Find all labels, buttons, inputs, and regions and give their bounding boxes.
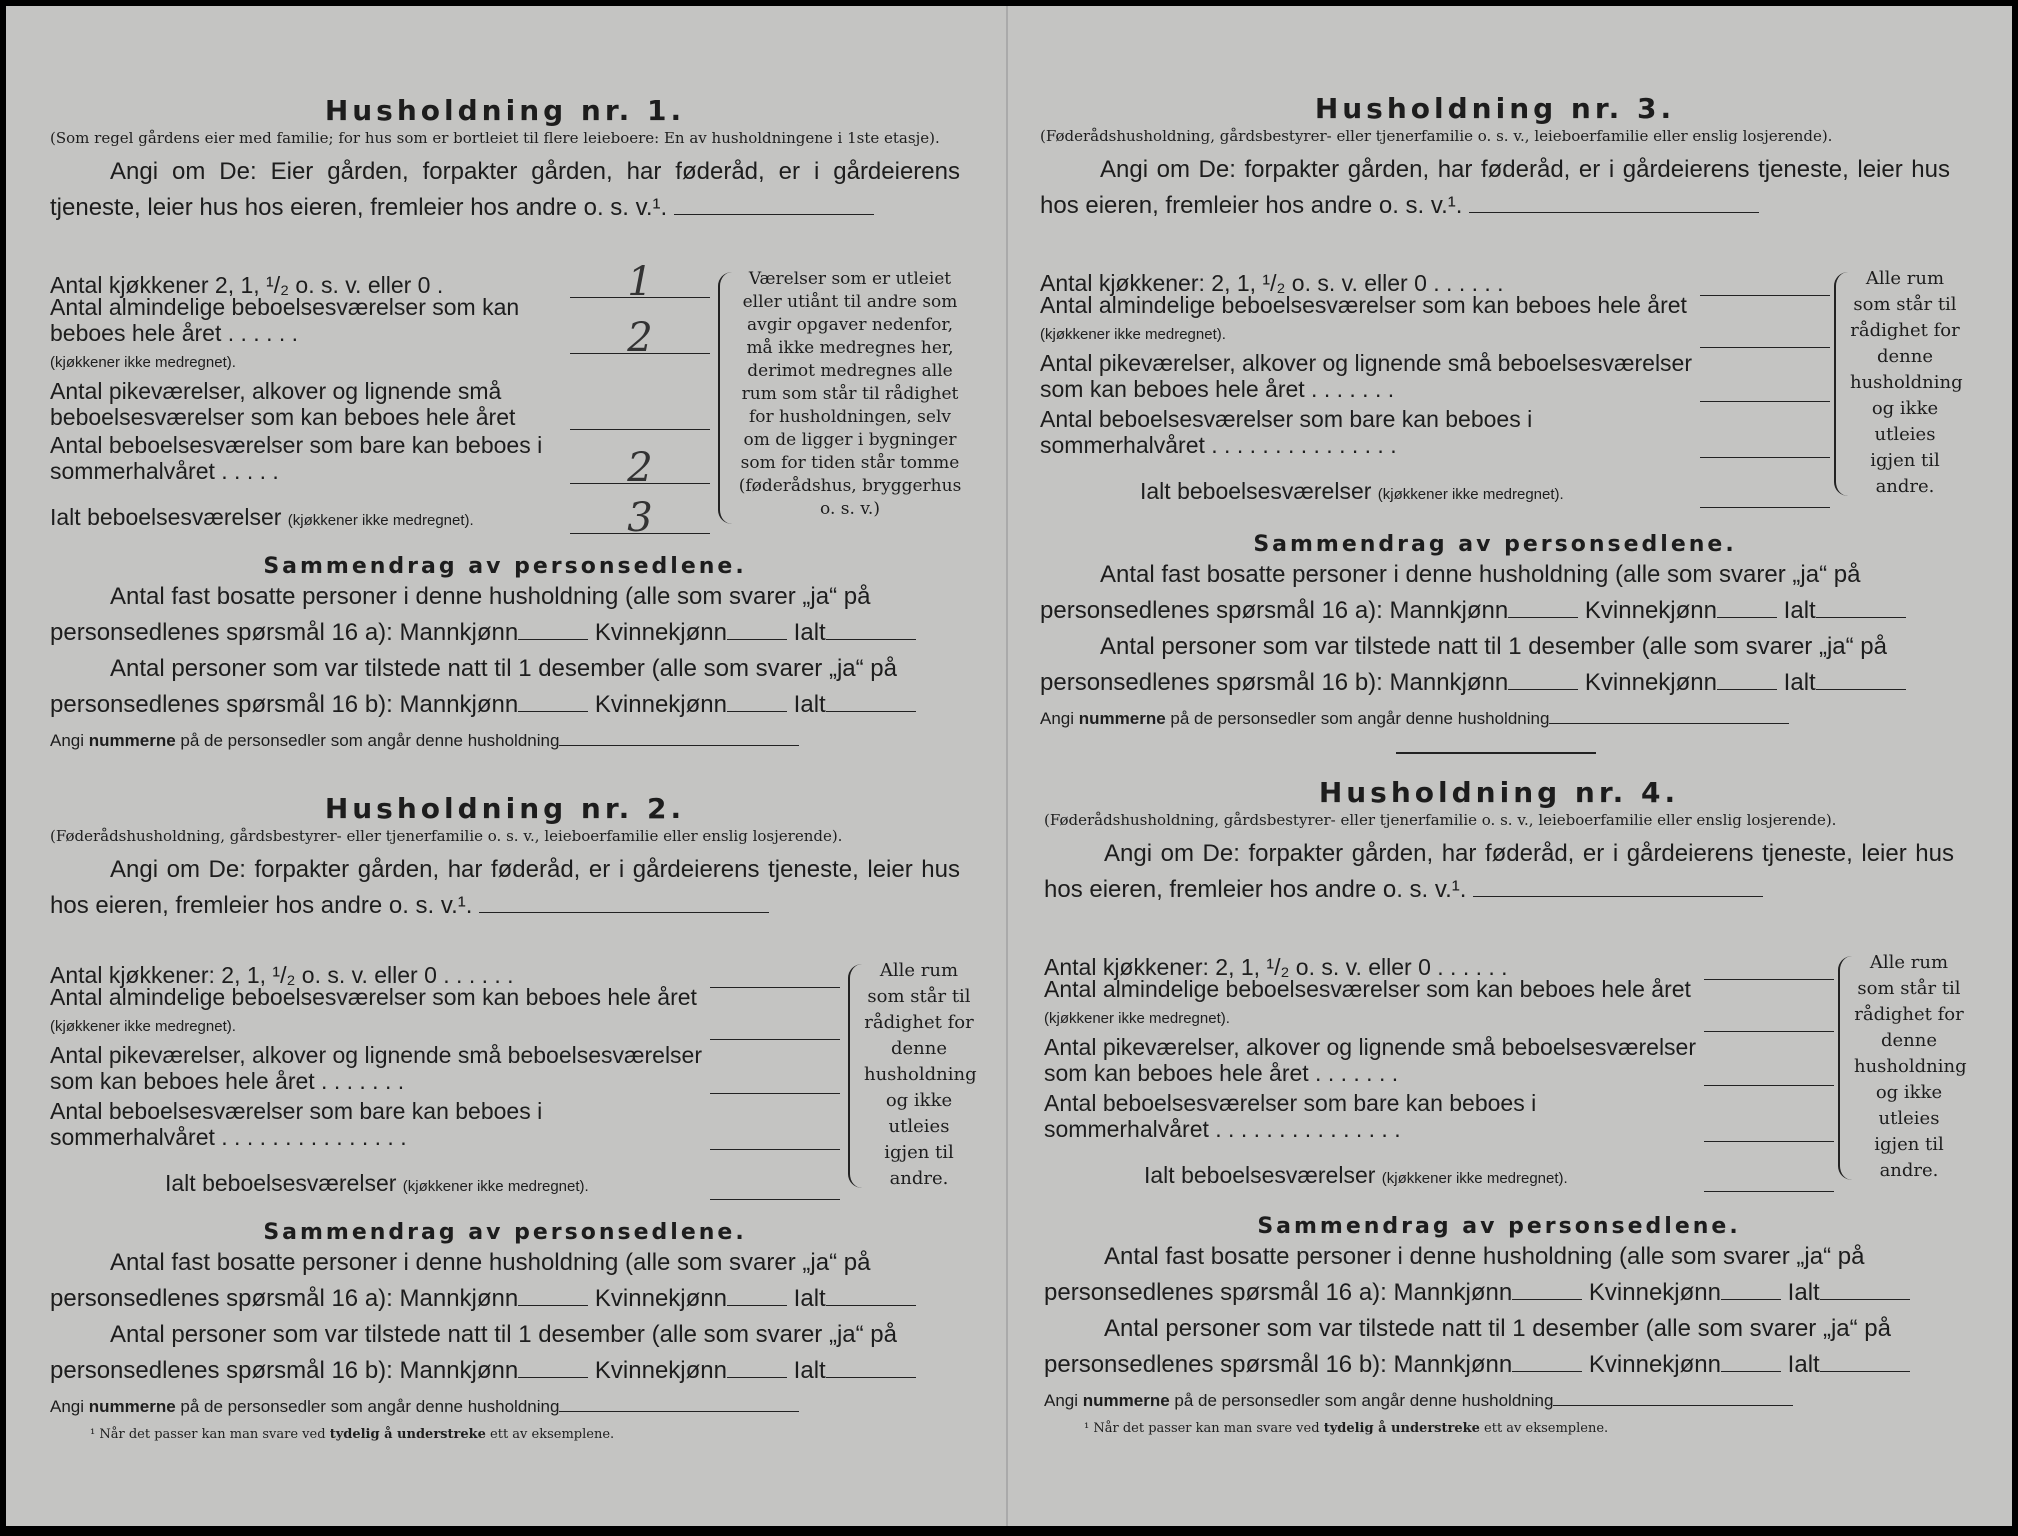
household-intro: Angi om De: forpakter gården, har føderåd, er i gårdeierens tjeneste, leier hus hos eieren, fremleier hos andre o. s. v.¹. <box>1040 156 1950 219</box>
brace <box>1838 956 1854 1180</box>
room-answer[interactable] <box>1700 427 1830 458</box>
room-answer[interactable] <box>710 1063 840 1094</box>
brace-note: Alle rum som står til rådighet for denne husholdning og ikke utleies igjen til andre. <box>1854 952 1967 1181</box>
household-2-rooms: Antal kjøkkener: 2, 1, ¹/₂ o. s. v. eller 0 . . . . . . Antal almindelige beboelsesværelser som kan beboes hele året (kjøkkener ikke medregnet). Antal pikeværelser, alkover og lignende små beboelsesværelser som kan beboes hele året . . . . . . . Antal beboelsesværelser som bare kan beboes i sommerhalvåret . . . . . . . . . . . . . . . Ialt beboelsesværelser (kjøkkener ikke medregnet). <box>50 956 840 1200</box>
room-answer[interactable] <box>1700 371 1830 402</box>
room-answer[interactable]: 2 <box>570 323 710 354</box>
household-note: (Som regel gårdens eier med familie; for hus som er bortleiet til flere leieboere: En av husholdningene i 1ste etasje). <box>50 129 940 147</box>
room-total-answer[interactable] <box>1704 1161 1834 1192</box>
brace-note: Alle rum som står til rådighet for denne husholdning og ikke utleies igjen til andre. <box>1850 268 1963 497</box>
household-2 <box>50 792 960 924</box>
room-answer[interactable] <box>1704 1001 1834 1032</box>
room-answer[interactable] <box>1700 265 1830 296</box>
summary-2: Sammendrag av personsedlene. Antal fast bosatte personer i denne husholdning (alle som svarer „ja“ på personsedlenes spørsmål 16 a): Mannkjønn Kvinnekjønn Ialt Antal personer som var tilstede natt til 1 desember (alle som svarer „ja“ på personsedlenes spørsmål 16 b): Mannkjønn Kvinnekjønn Ialt Angi nummerne på de personsedler som angår denne husholdning ¹ Når det passer kan man svare ved tydelig å understreke ett av eksemplene. <box>50 1220 960 1442</box>
room-total-answer[interactable]: 3 <box>570 503 710 534</box>
household-4 <box>1044 776 1954 908</box>
left-page <box>6 6 1006 1526</box>
brace <box>1834 272 1850 496</box>
room-answer[interactable] <box>1700 317 1830 348</box>
household-3 <box>1040 92 1950 224</box>
summary-4: Sammendrag av personsedlene. Antal fast bosatte personer i denne husholdning (alle som svarer „ja“ på personsedlenes spørsmål 16 a): Mannkjønn Kvinnekjønn Ialt Antal personer som var tilstede natt til 1 desember (alle som svarer „ja“ på personsedlenes spørsmål 16 b): Mannkjønn Kvinnekjønn Ialt Angi nummerne på de personsedler som angår denne husholdning ¹ Når det passer kan man svare ved tydelig å understreke ett av eksemplene. <box>1044 1214 1954 1436</box>
room-answer[interactable] <box>710 1009 840 1040</box>
summary-3: Sammendrag av personsedlene. Antal fast bosatte personer i denne husholdning (alle som svarer „ja“ på personsedlenes spørsmål 16 a): Mannkjønn Kvinnekjønn Ialt Antal personer som var tilstede natt til 1 desember (alle som svarer „ja“ på personsedlenes spørsmål 16 b): Mannkjønn Kvinnekjønn Ialt Angi nummerne på de personsedler som angår denne husholdning <box>1040 532 1950 729</box>
household-intro: Angi om De: forpakter gården, har føderåd, er i gårdeierens tjeneste, leier hus hos eieren, fremleier hos andre o. s. v.¹. <box>1044 840 1954 903</box>
brace <box>718 272 734 524</box>
separator <box>1396 752 1596 754</box>
household-3-rooms: Antal kjøkkener: 2, 1, ¹/₂ o. s. v. eller 0 . . . . . . Antal almindelige beboelsesværelser som kan beboes hele året (kjøkkener ikke medregnet). Antal pikeværelser, alkover og lignende små beboelsesværelser som kan beboes hele året . . . . . . . Antal beboelsesværelser som bare kan beboes i sommerhalvåret . . . . . . . . . . . . . . . Ialt beboelsesværelser (kjøkkener ikke medregnet). <box>1040 264 1830 508</box>
room-answer[interactable] <box>710 957 840 988</box>
footnote: ¹ Når det passer kan man svare ved tydelig å understreke ett av eksemplene. <box>90 1427 615 1442</box>
footnote: ¹ Når det passer kan man svare ved tydelig å understreke ett av eksemplene. <box>1084 1421 1609 1436</box>
room-total-row: Ialt beboelsesværelser (kjøkkener ikke medregnet). 3 <box>50 484 710 534</box>
household-note: (Føderådshusholdning, gårdsbestyrer- eller tjenerfamilie o. s. v., leieboerfamilie eller enslig losjerende). <box>1044 811 1837 829</box>
room-answer[interactable] <box>1704 949 1834 980</box>
household-title: Husholdning nr. 4. <box>1318 776 1680 809</box>
household-1-rooms <box>50 259 710 541</box>
room-answer[interactable] <box>570 399 710 430</box>
household-title: Husholdning nr. 2. <box>324 792 686 825</box>
room-row: Antal almindelige beboelsesværelser som kan beboes hele året . . . . . . (kjøkkener ikke medregnet). 2 <box>50 298 710 376</box>
room-answer[interactable] <box>710 1119 840 1150</box>
household-1 <box>50 94 960 226</box>
room-row: Antal pikeværelser, alkover og lignende små beboelsesværelser som kan beboes hele året <box>50 376 710 430</box>
room-answer[interactable] <box>1704 1111 1834 1142</box>
household-4-rooms: Antal kjøkkener: 2, 1, ¹/₂ o. s. v. eller 0 . . . . . . Antal almindelige beboelsesværelser som kan beboes hele året (kjøkkener ikke medregnet). Antal pikeværelser, alkover og lignende små beboelsesværelser som kan beboes hele året . . . . . . . Antal beboelsesværelser som bare kan beboes i sommerhalvåret . . . . . . . . . . . . . . . Ialt beboelsesværelser (kjøkkener ikke medregnet). <box>1044 948 1834 1192</box>
room-row: Antal beboelsesværelser som bare kan beboes i sommerhalvåret . . . . . 2 <box>50 430 710 484</box>
right-page <box>1006 6 2012 1526</box>
room-total-answer[interactable] <box>1700 477 1830 508</box>
brace-note: Alle rum som står til rådighet for denne husholdning og ikke utleies igjen til andre. <box>864 960 977 1189</box>
brace-note: Værelser som er utleiet eller utiånt til andre som avgir opgaver nedenfor, må ikke medregnes her, derimot medregnes alle rum som står til rådighet for husholdningen, selv om de ligger i bygninger som for tiden står tomme (føderådshus, bryggerhus o. s. v.) <box>738 269 962 519</box>
summary-1: Sammendrag av personsedlene. Antal fast bosatte personer i denne husholdning (alle som svarer „ja“ på personsedlenes spørsmål 16 a): Mannkjønn Kvinnekjønn Ialt Antal personer som var tilstede natt til 1 desember (alle som svarer „ja“ på personsedlenes spørsmål 16 b): Mannkjønn Kvinnekjønn Ialt Angi nummerne på de personsedler som angår denne husholdning <box>50 554 960 751</box>
household-title: Husholdning nr. 1. <box>324 94 686 127</box>
room-answer[interactable]: 1 <box>570 267 710 298</box>
room-row: Antal kjøkkener 2, 1, ¹/₂ o. s. v. eller 0 . 1 <box>50 268 710 298</box>
household-note: (Føderådshusholdning, gårdsbestyrer- eller tjenerfamilie o. s. v., leieboerfamilie eller enslig losjerende). <box>1040 127 1833 145</box>
household-title: Husholdning nr. 3. <box>1314 92 1676 125</box>
brace <box>848 964 864 1188</box>
room-total-answer[interactable] <box>710 1169 840 1200</box>
household-note: (Føderådshusholdning, gårdsbestyrer- eller tjenerfamilie o. s. v., leieboerfamilie eller enslig losjerende). <box>50 827 843 845</box>
room-answer[interactable] <box>1704 1055 1834 1086</box>
room-answer[interactable]: 2 <box>570 453 710 484</box>
household-intro: Angi om De: Eier gården, forpakter gården, har føderåd, er i gårdeierens tjeneste, leier hus hos eieren, fremleier hos andre o. s. v.¹. <box>50 158 960 221</box>
household-intro: Angi om De: forpakter gården, har føderåd, er i gårdeierens tjeneste, leier hus hos eieren, fremleier hos andre o. s. v.¹. <box>50 856 960 919</box>
